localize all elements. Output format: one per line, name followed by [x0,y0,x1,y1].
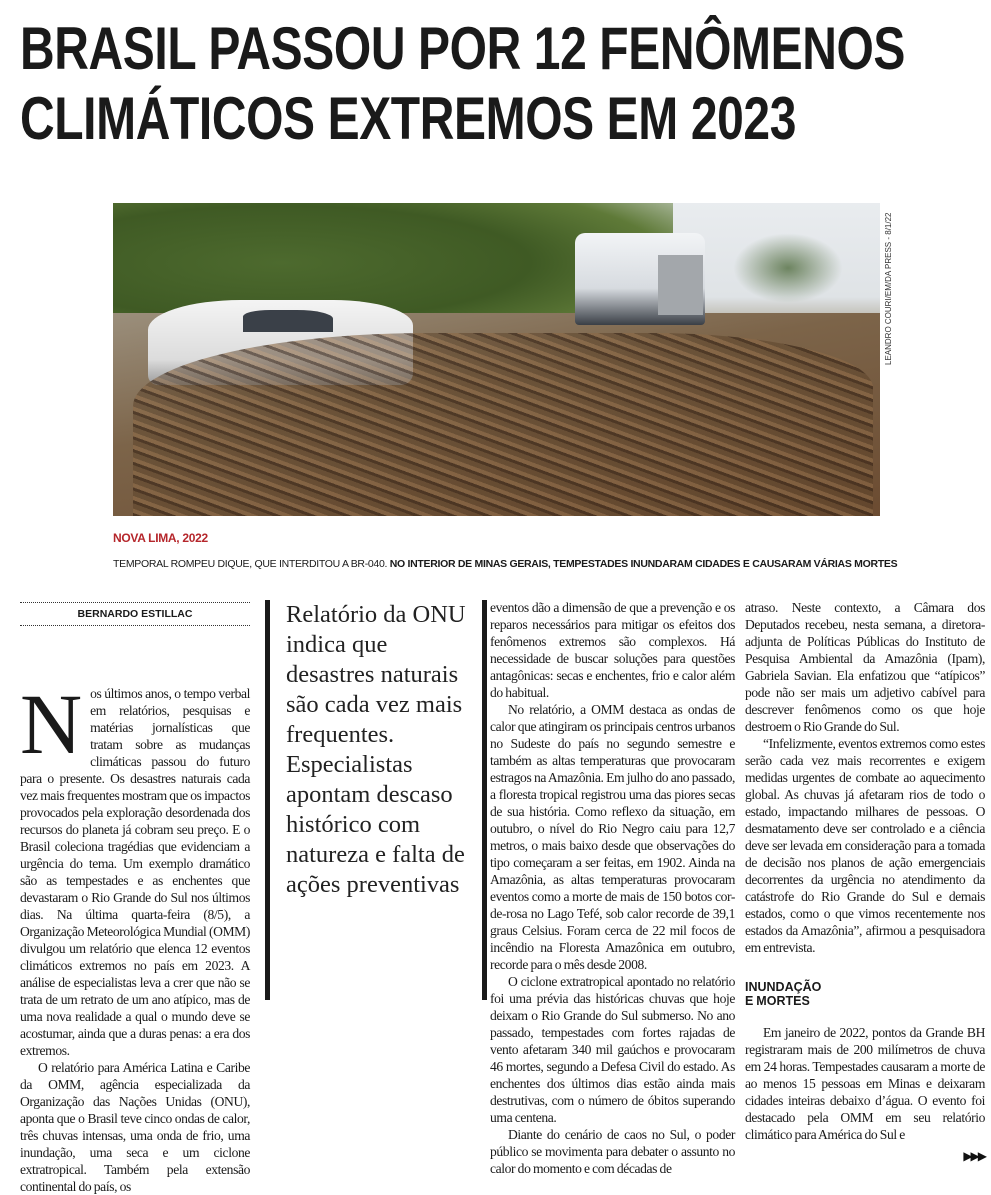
paragraph: O relatório para América Latina e Caribe da OMM, agência especializada da Organização das Nações Unidas (ONU), aponta que o Brasil teve cinco ondas de calor, três chuvas intensas, uma onda de frio, uma inundação, uma seca e um ciclone extratropical. Também pela extensão continental do país, os [20,1060,250,1194]
photo-place: NOVA LIMA, 2022 [113,531,208,545]
photo-trailer [658,255,703,315]
paragraph: “Infelizmente, eventos extremos como estes serão cada vez mais recorrentes e exigem medidas urgentes de combate ao aquecimento global. As chuvas já afetaram rios de todo o estado, impactando milhares de pessoas. O desmatamento deve ser controlado e a ciência deve ser levada em consideração para a tomada de decisão nos planos de ação emergenciais decorrentes da urgência no atendimento da catástrofe do Rio Grande do Sul e demais estados, como o que vimos recentemente nos estados da Amazônia”, afirmou a pesquisadora em entrevista. [745,736,985,955]
subheading [745,980,985,1008]
paragraph-text: os últimos anos, o tempo verbal em relatórios, pesquisas e matérias jornalísticas que tratam sobre as mudanças climáticas passou do futuro para o presente. Os desastres naturais cada vez mais frequentes mostram que os impactos provocados pela exploração desordenada dos recursos do planeta já cobram seu preço. E o Brasil coleciona tragédias que evidenciam a urgência do tema. Um exemplo dramático são as tempestades e as enchentes que devastaram o Rio Grande do Sul nos últimos dias. Na última quarta-feira (8/5), a Organização Meteorológica Mundial (OMM) divulgou um relatório que elenca 12 eventos climáticos extremos no país em 2023. A análise de especialistas leva a crer que não se trata de um retrato de um ano atípico, mas de uma nova realidade a qual o mundo deve se acostumar, ainda que a duras penas: a era dos extremos. [20,686,250,1058]
headline [20,14,980,154]
paragraph [20,676,250,1059]
paragraph: atraso. Neste contexto, a Câmara dos Deputados recebeu, nesta semana, a diretora-adjunta de Políticas Públicas do Instituto de Pesquisa Ambiental da Amazônia (Ipam), Gabriela Savian. Ela enfatizou que “atípicos” pode não ser mais um adjetivo cabível para descrever fenômenos como os que hoje destroem o Rio Grande do Sul. [745,600,985,734]
byline: BERNARDO ESTILLAC [20,602,250,626]
photo-credit: LEANDRO COURI/EM/DA PRESS - 8/1/22 [884,212,893,365]
photo-debris [133,333,873,516]
paragraph: No relatório, a OMM destaca as ondas de calor que atingiram os principais centros urbanos no Sudeste do país no segundo semestre e também as altas temperaturas que provocaram estragos na Amazônia. Em julho do ano passado, a floresta tropical registrou uma das piores secas de sua história. Como reflexo da situação, em outubro, o nível do Rio Negro caiu para 12,7 metros, o mais baixo desde que observações do tipo começaram a ser feitas, em 1902. Ainda na Amazônia, as altas temperaturas provocaram eventos como a morte de mais de 150 botos cor-de-rosa no Lago Tefé, sob calor recorde de 39,1 graus Celsius. Foram cerca de 22 mil focos de incêndio na Floresta Amazônica em outubro, recorde para o mês desde 2008. [490,702,735,972]
article-column-3 [490,599,735,1177]
pull-quote: Relatório da ONU indica que desastres naturais são cada vez mais frequentes. Especialistas apontam descaso histórico com natureza e falta de ações preventivas [265,600,487,1000]
photo-trees [733,233,843,303]
headline-line-2: CLIMÁTICOS EXTREMOS EM 2023 [20,85,796,152]
paragraph: Diante do cenário de caos no Sul, o poder público se movimenta para debater o assunto no calor do momento e com décadas de [490,1127,735,1176]
paragraph: Em janeiro de 2022, pontos da Grande BH registraram mais de 200 milímetros de chuva em 24 horas. Tempestades causaram a morte de ao menos 15 pessoas em Minas e deixaram cidades inteiras debaixo d’água. O evento foi destacado pela OMM em seu relatório climático para América do Sul e [745,1025,985,1142]
article-column-4 [745,599,985,1163]
news-photo [113,203,880,516]
paragraph: eventos dão a dimensão de que a prevenção e os reparos necessários para mitigar os efeitos dos fenômenos extremos são complexos. Há necessidade de buscar soluções para questões antagônicas: secas e enchentes, frio e calor além do habitual. [490,600,735,700]
article-column-1 [20,676,250,1195]
photo-caption [113,558,897,570]
subheading-line-1: INUNDAÇÃO [745,980,822,994]
continue-arrows-icon: ▶▶▶ [963,1149,985,1163]
caption-part-a: TEMPORAL ROMPEU DIQUE, QUE INTERDITOU A BR-040. [113,558,390,570]
headline-line-1: BRASIL PASSOU POR 12 FENÔMENOS [20,15,906,82]
drop-cap: N [20,676,83,772]
subheading-line-2: E MORTES [745,994,810,1008]
caption-part-b: NO INTERIOR DE MINAS GERAIS, TEMPESTADES INUNDARAM CIDADES E CAUSARAM VÁRIAS MORTES [389,558,898,570]
paragraph: O ciclone extratropical apontado no relatório foi uma prévia das históricas chuvas que hoje deixam o Rio Grande do Sul submerso. No ano passado, tempestades com fortes rajadas de vento afetaram 340 mil gaúchos e provocaram 46 mortes, segundo a Defesa Civil do estado. As enchentes dos últimos dias estão ainda mais destrutivas, com o número de óbitos superando uma centena. [490,974,735,1125]
